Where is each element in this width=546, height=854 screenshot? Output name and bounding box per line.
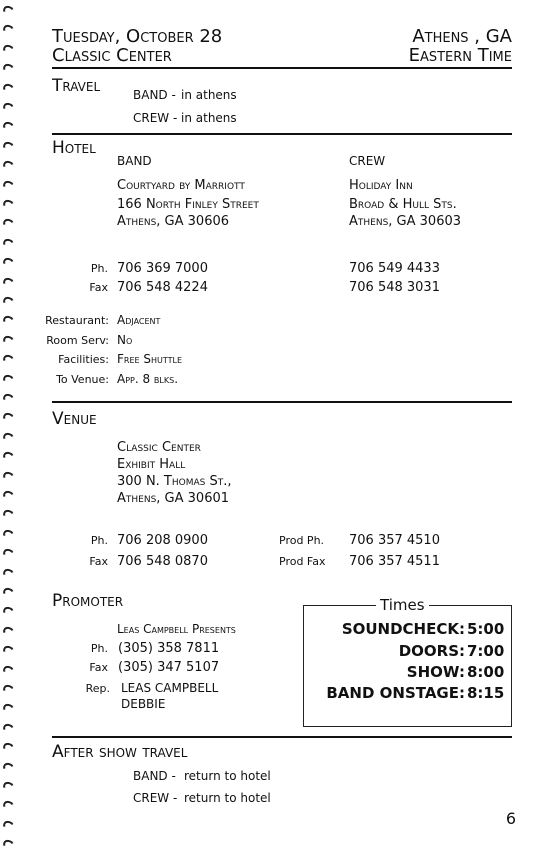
venue-line: Exhibit Hall — [117, 457, 186, 472]
binding-ring — [2, 761, 15, 773]
hotel-detail-value: No — [117, 333, 133, 347]
hotel-crew-phone: 706 549 4433 — [349, 261, 440, 276]
binding-ring — [2, 334, 15, 346]
binding-ring — [2, 625, 15, 637]
after-show-title: After show travel — [52, 742, 188, 762]
binding-ring — [2, 101, 15, 113]
hotel-detail-label: Facilities: — [58, 353, 109, 366]
venue-prod-ph-label: Prod Ph. — [279, 534, 325, 547]
times-value: 8:15 — [467, 684, 505, 702]
binding-ring — [2, 451, 15, 463]
hotel-detail-value: Adjacent — [117, 313, 161, 327]
binding-ring — [2, 489, 15, 501]
binding-ring — [2, 4, 15, 16]
venue-prod-fax-label: Prod Fax — [279, 555, 326, 568]
venue-fax-label: Fax — [89, 555, 108, 568]
binding-ring — [2, 742, 15, 754]
header-date: Tuesday, October 28 — [52, 26, 223, 47]
binding-ring — [2, 43, 15, 55]
hotel-band-street: 166 North Finley Street — [117, 197, 259, 212]
binding-ring — [2, 373, 15, 385]
hotel-fax-label: Fax — [89, 281, 108, 294]
travel-title: Travel — [52, 76, 101, 96]
binding-ring — [2, 645, 15, 657]
header-divider — [52, 67, 512, 69]
binding-ring — [2, 392, 15, 404]
binding-ring — [2, 315, 15, 327]
hotel-band-phone: 706 369 7000 — [117, 261, 208, 276]
binding-ring — [2, 237, 15, 249]
spiral-binding — [3, 0, 17, 854]
times-title: Times — [376, 596, 429, 614]
binding-ring — [2, 179, 15, 191]
binding-ring — [2, 664, 15, 676]
binding-ring — [2, 703, 15, 715]
promoter-rep-label: Rep. — [85, 682, 110, 695]
hotel-crew-street: Broad & Hull Sts. — [349, 197, 457, 212]
hotel-detail-label: Restaurant: — [45, 314, 109, 327]
promoter-rep: LEAS CAMPBELL — [121, 681, 219, 695]
promoter-divider — [52, 736, 512, 738]
venue-prod-fax: 706 357 4511 — [349, 554, 440, 569]
hotel-ph-label: Ph. — [90, 262, 108, 275]
hotel-crew-city: Athens, GA 30603 — [349, 214, 462, 229]
venue-title: Venue — [52, 409, 97, 429]
venue-phone: 706 208 0900 — [117, 533, 208, 548]
binding-ring — [2, 683, 15, 695]
promoter-company: Leas Campbell Presents — [117, 622, 236, 636]
venue-line: Classic Center — [117, 440, 201, 455]
binding-ring — [2, 606, 15, 618]
after-show-band-value: return to hotel — [184, 769, 271, 783]
hotel-detail-value: App. 8 blks. — [117, 372, 179, 386]
binding-ring — [2, 218, 15, 230]
binding-ring — [2, 509, 15, 521]
hotel-crew-name: Holiday Inn — [349, 178, 413, 193]
venue-fax: 706 548 0870 — [117, 554, 208, 569]
times-value: 8:00 — [467, 663, 505, 681]
times-label: BAND ONSTAGE: — [326, 684, 465, 702]
binding-ring — [2, 412, 15, 424]
after-show-crew-label: CREW - — [133, 791, 178, 805]
binding-ring — [2, 548, 15, 560]
promoter-title: Promoter — [52, 591, 124, 611]
binding-ring — [2, 722, 15, 734]
times-value: 7:00 — [467, 642, 505, 660]
hotel-detail-label: To Venue: — [56, 373, 109, 386]
binding-ring — [2, 160, 15, 172]
binding-ring — [2, 24, 15, 36]
travel-divider — [52, 133, 512, 135]
hotel-divider — [52, 401, 512, 403]
promoter-rep: DEBBIE — [121, 697, 166, 711]
header-timezone: Eastern Time — [408, 45, 512, 66]
times-label: SOUNDCHECK: — [341, 620, 465, 638]
travel-band-value: in athens — [181, 88, 237, 102]
hotel-band-city: Athens, GA 30606 — [117, 214, 230, 229]
binding-ring — [2, 780, 15, 792]
promoter-fax: (305) 347 5107 — [118, 660, 220, 675]
travel-crew-value: in athens — [181, 111, 237, 125]
promoter-ph-label: Ph. — [90, 642, 108, 655]
binding-ring — [2, 819, 15, 831]
venue-prod-phone: 706 357 4510 — [349, 533, 440, 548]
hotel-detail-value: Free Shuttle — [117, 352, 183, 366]
venue-line: 300 N. Thomas St., — [117, 474, 232, 489]
times-box — [303, 596, 512, 727]
binding-ring — [2, 82, 15, 94]
travel-crew-label: CREW - — [133, 111, 178, 125]
after-show-crew-value: return to hotel — [184, 791, 271, 805]
header-city: Athens , GA — [412, 26, 512, 47]
hotel-crew-heading: CREW — [349, 154, 386, 168]
binding-ring — [2, 257, 15, 269]
hotel-band-heading: BAND — [117, 154, 152, 168]
binding-ring — [2, 567, 15, 579]
after-show-band-label: BAND - — [133, 769, 176, 783]
binding-ring — [2, 140, 15, 152]
travel-band-label: BAND - — [133, 88, 176, 102]
page-number: 6 — [505, 809, 516, 828]
hotel-title: Hotel — [52, 138, 96, 158]
binding-ring — [2, 63, 15, 75]
times-label: DOORS: — [398, 642, 465, 660]
binding-ring — [2, 354, 15, 366]
hotel-band-name: Courtyard by Marriott — [117, 178, 245, 193]
binding-ring — [2, 839, 15, 851]
header-venue: Classic Center — [52, 45, 172, 66]
binding-ring — [2, 800, 15, 812]
binding-ring — [2, 276, 15, 288]
hotel-detail-label: Room Serv: — [46, 334, 109, 347]
promoter-phone: (305) 358 7811 — [118, 641, 220, 656]
promoter-fax-label: Fax — [89, 661, 108, 674]
times-label: SHOW: — [406, 663, 465, 681]
binding-ring — [2, 470, 15, 482]
venue-line: Athens, GA 30601 — [117, 491, 230, 506]
venue-ph-label: Ph. — [90, 534, 108, 547]
hotel-band-fax: 706 548 4224 — [117, 280, 208, 295]
binding-ring — [2, 431, 15, 443]
binding-ring — [2, 198, 15, 210]
binding-ring — [2, 586, 15, 598]
binding-ring — [2, 528, 15, 540]
binding-ring — [2, 121, 15, 133]
times-value: 5:00 — [467, 620, 505, 638]
hotel-crew-fax: 706 548 3031 — [349, 280, 440, 295]
binding-ring — [2, 295, 15, 307]
